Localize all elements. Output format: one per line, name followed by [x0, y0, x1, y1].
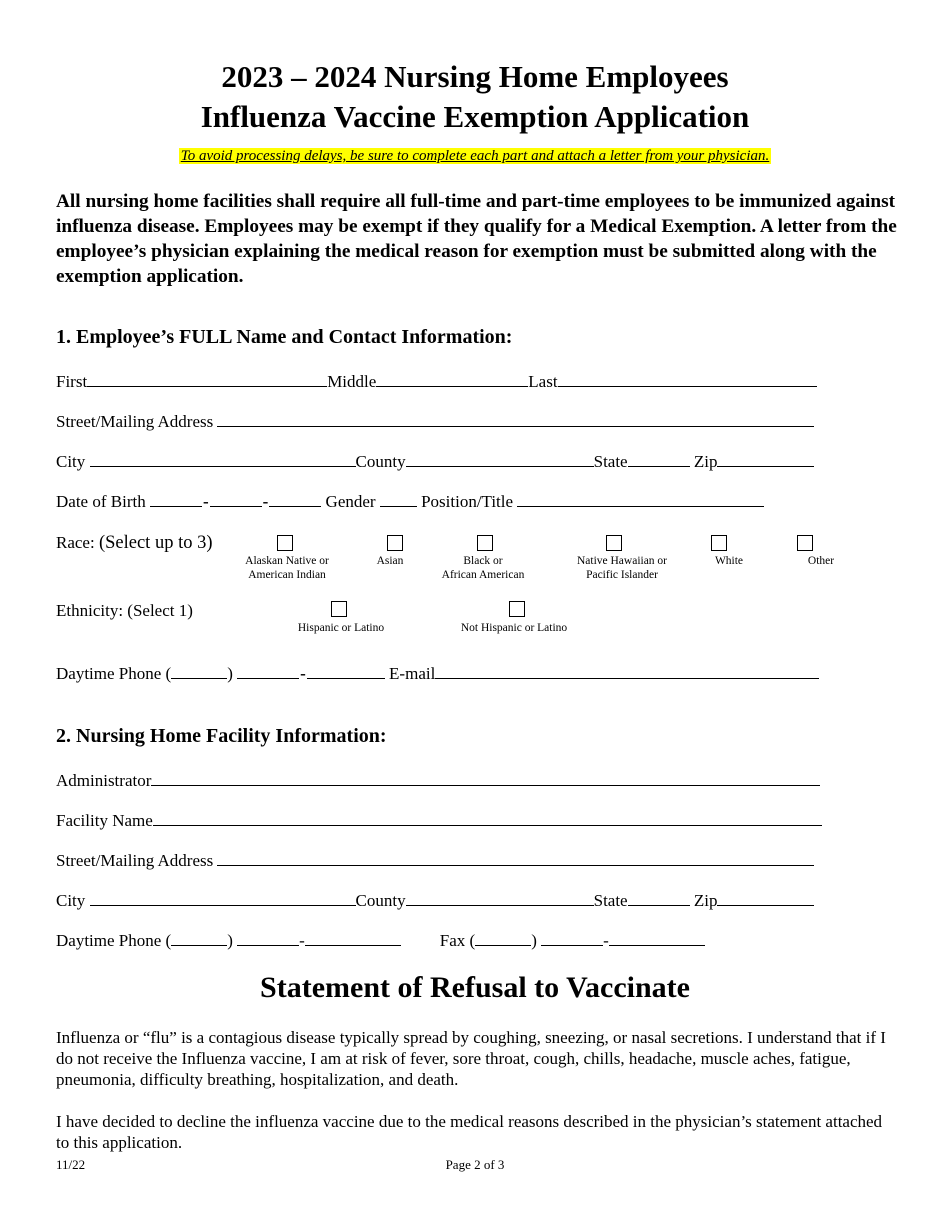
race-option-line: Black or — [463, 555, 503, 567]
first-name-label: First — [56, 372, 88, 391]
facility-fax-prefix-field[interactable] — [541, 929, 603, 946]
facility-county-field[interactable] — [406, 889, 594, 906]
facility-address-row — [56, 849, 814, 872]
phone-paren: ) — [227, 664, 238, 683]
race-row — [56, 532, 213, 554]
ethnicity-label: Ethnicity: (Select 1) — [56, 601, 193, 620]
gender-label: Gender — [325, 492, 376, 511]
race-hint: (Select up to 3) — [98, 533, 213, 553]
facility-county-label: County — [355, 891, 406, 910]
dob-label: Date of Birth — [56, 492, 146, 511]
employee-address-label: Street/Mailing Address — [56, 412, 214, 431]
employee-city-row — [56, 450, 814, 473]
facility-phone-line-field[interactable] — [305, 929, 401, 946]
facility-name-row — [56, 809, 822, 832]
ethnicity-option-not-hispanic — [429, 621, 599, 635]
facility-city-row — [56, 889, 814, 912]
form-title-line2: Influenza Vaccine Exemption Application — [200, 99, 750, 134]
intro-paragraph: All nursing home facilities shall require all full-time and part-time employees to be immunized against influenza disease. Employees may be exempt if they qualify for a Medical Exemption. A letter from the employee’s physician explaining the medical reason for exemption must be submitted along with the exemption application. — [56, 191, 897, 287]
notice-text: To avoid processing delays, be sure to complete each part and attach a letter from your physician. — [180, 148, 770, 164]
name-row — [56, 370, 817, 393]
race-option-line: Other — [807, 555, 835, 567]
administrator-row — [56, 769, 820, 792]
position-field[interactable] — [517, 490, 764, 507]
race-checkbox-asian[interactable] — [387, 535, 403, 551]
statement-paragraph-2: I have decided to decline the influenza vaccine due to the medical reasons described in the physician’s statement attached to this application. — [56, 1112, 883, 1152]
employee-zip-field[interactable] — [717, 450, 814, 467]
race-checkbox-other[interactable] — [797, 535, 813, 551]
fax-paren: ) — [531, 931, 542, 950]
employee-state-field[interactable] — [628, 450, 690, 467]
last-name-label: Last — [528, 372, 558, 391]
ethnicity-option-line: Hispanic or Latino — [297, 622, 385, 634]
ethnicity-option-hispanic — [256, 621, 426, 635]
race-option-line: African American — [441, 569, 525, 581]
dob-day-field[interactable] — [210, 490, 262, 507]
notice-banner — [0, 147, 950, 166]
facility-phone-area-field[interactable] — [171, 929, 227, 946]
ethnicity-checkbox-not-hispanic[interactable] — [509, 601, 525, 617]
facility-phone-prefix-field[interactable] — [237, 929, 299, 946]
facility-address-label: Street/Mailing Address — [56, 851, 214, 870]
employee-email-field[interactable] — [435, 662, 819, 679]
employee-phone-row — [56, 662, 819, 685]
employee-phone-prefix-field[interactable] — [237, 662, 299, 679]
facility-zip-field[interactable] — [717, 889, 814, 906]
dob-year-field[interactable] — [269, 490, 321, 507]
facility-city-label: City — [56, 891, 86, 910]
race-option-black — [413, 554, 553, 582]
race-checkbox-alaskan-native[interactable] — [277, 535, 293, 551]
race-option-line: Asian — [376, 555, 404, 567]
position-label: Position/Title — [421, 492, 514, 511]
employee-phone-area-field[interactable] — [171, 662, 227, 679]
dob-separator: - — [262, 492, 269, 511]
race-checkbox-black[interactable] — [477, 535, 493, 551]
employee-city-field[interactable] — [90, 450, 356, 467]
facility-city-field[interactable] — [90, 889, 356, 906]
ethnicity-row — [56, 600, 193, 622]
race-checkbox-native-hawaiian[interactable] — [606, 535, 622, 551]
statement-paragraph-1: Influenza or “flu” is a contagious disease typically spread by coughing, sneezing, or nasal secretions. I understand that if I do not receive the Influenza vaccine, I am at risk of fever, sore throat, cough, chills, headache, muscle aches, fatigue, pneumonia, difficulty breathing, hospitalization, and death. — [56, 1028, 886, 1089]
administrator-label: Administrator — [56, 771, 152, 790]
facility-phone-label: Daytime Phone ( — [56, 931, 172, 950]
ethnicity-option-line: Not Hispanic or Latino — [460, 622, 568, 634]
facility-name-label: Facility Name — [56, 811, 153, 830]
employee-phone-line-field[interactable] — [307, 662, 385, 679]
employee-address-field[interactable] — [217, 410, 814, 427]
statement-heading: Statement of Refusal to Vaccinate — [260, 971, 690, 1004]
middle-name-field[interactable] — [376, 370, 528, 387]
race-label: Race: — [56, 533, 95, 552]
employee-zip-label: Zip — [693, 452, 718, 471]
phone-paren: ) — [227, 931, 238, 950]
employee-state-label: State — [593, 452, 628, 471]
dob-separator: - — [202, 492, 209, 511]
employee-city-label: City — [56, 452, 86, 471]
race-checkbox-white[interactable] — [711, 535, 727, 551]
dob-month-field[interactable] — [150, 490, 202, 507]
administrator-field[interactable] — [151, 769, 820, 786]
last-name-field[interactable] — [558, 370, 817, 387]
facility-state-label: State — [593, 891, 628, 910]
employee-county-field[interactable] — [406, 450, 594, 467]
facility-zip-label: Zip — [693, 891, 718, 910]
gender-field[interactable] — [380, 490, 417, 507]
race-option-line: Pacific Islander — [586, 569, 658, 581]
phone-separator: - — [299, 931, 305, 950]
facility-name-field[interactable] — [153, 809, 822, 826]
section2-heading: 2. Nursing Home Facility Information: — [56, 725, 387, 747]
race-option-other — [751, 554, 891, 568]
phone-separator: - — [300, 664, 306, 683]
section1-heading: 1. Employee’s FULL Name and Contact Information: — [56, 326, 513, 348]
race-option-line: White — [714, 555, 744, 567]
facility-state-field[interactable] — [628, 889, 690, 906]
race-option-line: American Indian — [248, 569, 326, 581]
form-title-line1: 2023 – 2024 Nursing Home Employees — [221, 59, 729, 94]
facility-phone-row — [56, 929, 705, 952]
form-revision-date: 11/22 — [56, 1157, 86, 1172]
employee-county-label: County — [355, 452, 406, 471]
race-option-line: Alaskan Native or — [245, 555, 329, 567]
employee-phone-label: Daytime Phone ( — [56, 664, 172, 683]
race-option-line: Native Hawaiian or — [576, 555, 668, 567]
employee-email-label: E-mail — [389, 664, 436, 683]
ethnicity-checkbox-hispanic[interactable] — [331, 601, 347, 617]
employee-address-row — [56, 410, 814, 433]
facility-address-field[interactable] — [217, 849, 814, 866]
facility-fax-area-field[interactable] — [475, 929, 531, 946]
middle-name-label: Middle — [327, 372, 377, 391]
page-number: Page 2 of 3 — [445, 1157, 505, 1172]
fax-separator: - — [603, 931, 609, 950]
dob-row — [56, 490, 764, 513]
facility-fax-label: Fax ( — [439, 931, 476, 950]
facility-fax-line-field[interactable] — [609, 929, 705, 946]
first-name-field[interactable] — [87, 370, 327, 387]
